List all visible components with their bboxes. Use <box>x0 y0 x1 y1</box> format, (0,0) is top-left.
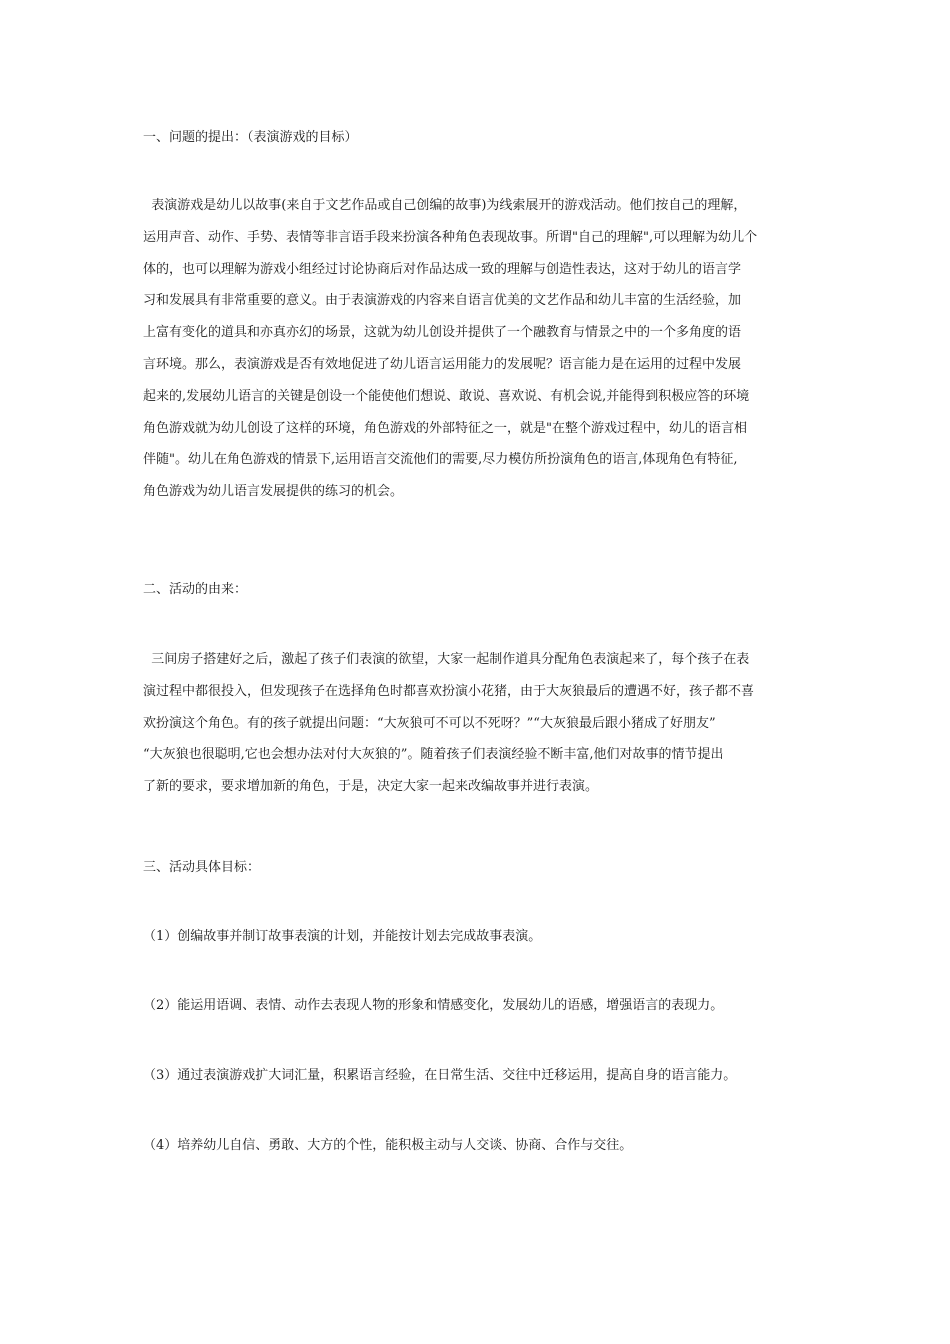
section-3-heading: 三、活动具体目标： <box>143 860 261 875</box>
paragraph-line: 表演游戏是幼儿以故事(来自于文艺作品或自己创编的故事)为线索展开的游戏活动。他们按自己的理解， <box>143 198 747 213</box>
section-2-heading: 二、活动的由来： <box>143 582 248 597</box>
paragraph-line: 体的，也可以理解为游戏小组经过讨论协商后对作品达成一致的理解与创造性表达，这对于幼儿的语言学 <box>143 261 742 277</box>
paragraph-line: 起来的,发展幼儿语言的关键是创设一个能使他们想说、敢说、喜欢说、有机会说,并能得到积极应答的环境 <box>143 388 750 404</box>
paragraph-line: 言环境。那么，表演游戏是否有效地促进了幼儿语言运用能力的发展呢？语言能力是在运用的过程中发展 <box>143 356 742 372</box>
paragraph-line: 上富有变化的道具和亦真亦幻的场景，这就为幼儿创设并提供了一个融教育与情景之中的一个多角度的语 <box>143 325 742 341</box>
paragraph-line: 习和发展具有非常重要的意义。由于表演游戏的内容来自语言优美的文艺作品和幼儿丰富的生活经验，加 <box>143 293 742 309</box>
section-2-paragraph <box>143 644 815 803</box>
paragraph-line: 三间房子搭建好之后，激起了孩子们表演的欲望，大家一起制作道具分配角色表演起来了，每个孩子在表 <box>143 652 750 667</box>
paragraph-line: 了新的要求，要求增加新的角色，于是，决定大家一起来改编故事并进行表演。 <box>143 779 599 795</box>
goal-item: （1）创编故事并制订故事表演的计划，并能按计划去完成故事表演。 <box>143 929 542 944</box>
paragraph-line: 欢扮演这个角色。有的孩子就提出问题：“大灰狼可不可以不死呀？”“大灰狼最后跟小猪成了好朋友” <box>143 715 716 731</box>
paragraph-line: 运用声音、动作、手势、表情等非言语手段来扮演各种角色表现故事。所谓"自己的理解",可以理解为幼儿个 <box>143 229 758 245</box>
paragraph-line: 角色游戏就为幼儿创设了这样的环境，角色游戏的外部特征之一，就是"在整个游戏过程中，幼儿的语言相 <box>143 420 747 436</box>
paragraph-line: 演过程中都很投入，但发现孩子在选择角色时都喜欢扮演小花猪，由于大灰狼最后的遭遇不好，孩子都不喜 <box>143 683 755 699</box>
goal-item: （4）培养幼儿自信、勇敢、大方的个性，能积极主动与人交谈、协商、合作与交往。 <box>143 1138 633 1153</box>
paragraph-line: “大灰狼也很聪明,它也会想办法对付大灰狼的”。随着孩子们表演经验不断丰富,他们对故事的情节提出 <box>143 747 724 763</box>
goal-item: （2）能运用语调、表情、动作去表现人物的形象和情感变化，发展幼儿的语感，增强语言的表现力。 <box>143 998 724 1013</box>
paragraph-line: 角色游戏为幼儿语言发展提供的练习的机会。 <box>143 484 404 500</box>
paragraph-line: 伴随"。幼儿在角色游戏的情景下,运用语言交流他们的需要,尽力模仿所扮演角色的语言,体现角色有特征, <box>143 452 738 468</box>
section-1-paragraph <box>143 190 815 508</box>
section-1-heading: 一、问题的提出：（表演游戏的目标） <box>143 130 358 145</box>
goal-item: （3）通过表演游戏扩大词汇量，积累语言经验，在日常生活、交往中迁移运用，提高自身的语言能力。 <box>143 1068 737 1083</box>
